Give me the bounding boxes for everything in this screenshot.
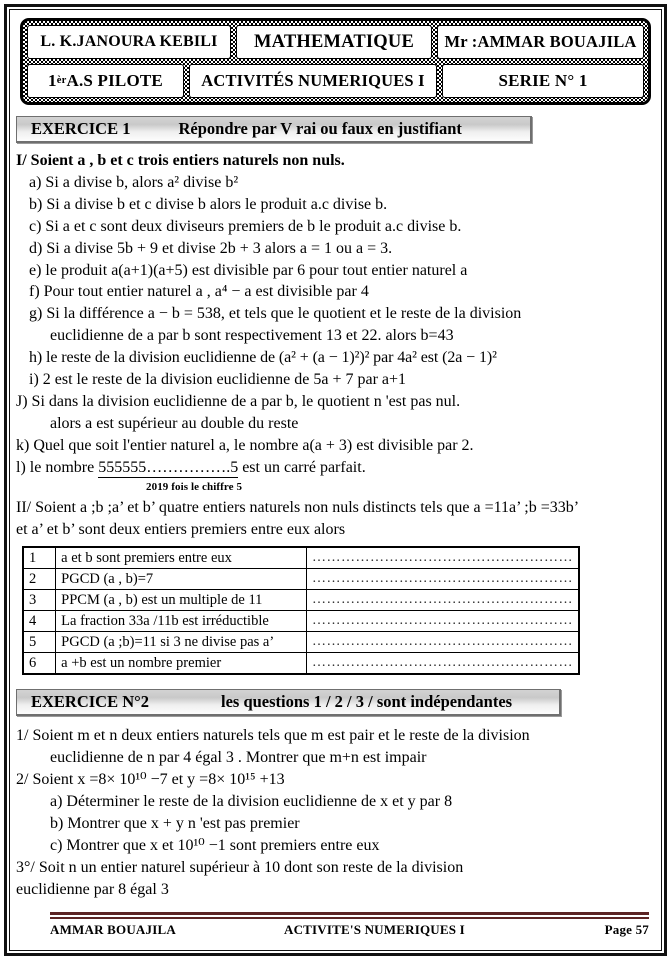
ex2-q3: 3°/ Soit n un entier naturel supérieur à 10 dont son reste de la division — [16, 858, 464, 876]
item-l-number: 555555…………….5 — [98, 458, 239, 476]
ex2-q1-cont: euclidienne de n par 4 égal 3 . Montrer que m+n est impair — [50, 749, 427, 767]
item-e: e) le produit a(a+1)(a+5) est divisible par 6 pour tout entier naturel a — [29, 261, 468, 279]
exercise-1-banner — [16, 116, 532, 143]
item-h: h) le reste de la division euclidienne de (a² + (a − 1)²)² par 4a² est (2a − 1)² — [29, 349, 497, 367]
row-number: 1 — [23, 547, 56, 569]
serie-number-box: SERIE N° 1 — [442, 64, 644, 98]
exercise-1-body — [16, 150, 659, 540]
item-f: f) Pour tout entier naturel a , a⁴ − a est divisible par 4 — [29, 283, 369, 301]
part-2-line-2: et a’ et b’ sont deux entiers premiers entre eux alors — [16, 520, 346, 538]
digit-count-caption: 2019 fois le chiffre 5 — [146, 480, 243, 493]
document-header — [20, 18, 651, 105]
item-c: c) Si a et c sont deux diviseurs premiers de b le produit a.c divise b. — [29, 217, 462, 235]
item-l-suffix: est un carré parfait. — [238, 458, 366, 476]
item-j: J) Si dans la division euclidienne de a par b, le quotient n 'est pas nul. — [16, 392, 461, 410]
exercise-2-instruction: les questions 1 / 2 / 3 / sont indépendantes — [221, 692, 513, 712]
class-level-suffix: A.S PILOTE — [66, 71, 163, 90]
statements-table — [22, 546, 580, 675]
ex2-q2a: a) Déterminer le reste de la division euclidienne de x et y par 8 — [50, 793, 453, 811]
row-statement: PGCD (a , b)=7 — [56, 569, 307, 590]
statements-table-wrap — [22, 546, 580, 675]
row-number: 2 — [23, 569, 56, 590]
row-statement: a et b sont premiers entre eux — [56, 547, 307, 569]
row-number: 4 — [23, 611, 56, 632]
footer-center-title: ACTIVITE'S NUMERIQUES I — [284, 922, 465, 937]
item-k: k) Quel que soit l'entier naturel a, le nombre a(a + 3) est divisible par 2. — [16, 436, 474, 454]
exercise-2-title: EXERCICE N°2 — [31, 692, 149, 712]
row-answer-dots[interactable]: ……………………………………………… — [307, 632, 580, 653]
school-name-box: L. K.JANOURA KEBILI — [27, 25, 231, 59]
footer-row — [50, 922, 649, 938]
footer-author: AMMAR BOUAJILA — [50, 922, 176, 937]
header-row-1 — [27, 25, 644, 59]
row-answer-dots[interactable]: ……………………………………………… — [307, 590, 580, 611]
item-l-prefix: l) le nombre — [16, 458, 99, 476]
subject-box: MATHEMATIQUE — [236, 25, 432, 59]
row-answer-dots[interactable]: ……………………………………………… — [307, 611, 580, 632]
page-footer — [50, 912, 649, 938]
table-row — [23, 611, 579, 632]
row-answer-dots[interactable]: ……………………………………………… — [307, 653, 580, 675]
footer-page-number: Page 57 — [604, 922, 649, 937]
ex2-q2: 2/ Soient x =8× 10¹⁰ −7 et y =8× 10¹⁵ +13 — [16, 771, 285, 789]
row-answer-dots[interactable]: ……………………………………………… — [307, 569, 580, 590]
item-g: g) Si la différence a − b = 538, et tels que le quotient et le reste de la division — [29, 305, 522, 323]
class-level-box: 1 èr A.S PILOTE — [27, 64, 184, 98]
item-g-cont: euclidienne de a par b sont respectivement 13 et 22. alors b=43 — [50, 327, 454, 345]
item-l — [16, 457, 659, 479]
ex2-q1: 1/ Soient m et n deux entiers naturels tels que m est pair et le reste de la division — [16, 727, 530, 745]
part-2-line-1: II/ Soient a ;b ;a’ et b’ quatre entiers naturels non nuls distincts tels que a =11a’ ;b =33b’ — [16, 498, 580, 516]
activity-title-box: ACTIVITÉS NUMERIQUES I — [189, 64, 437, 98]
row-answer-dots[interactable]: ……………………………………………… — [307, 547, 580, 569]
table-row — [23, 569, 579, 590]
ex2-q2b: b) Montrer que x + y n 'est pas premier — [50, 815, 300, 833]
header-row-2 — [27, 64, 644, 98]
table-row — [23, 653, 579, 675]
exercise-1-title: EXERCICE 1 — [31, 119, 131, 138]
row-statement: PGCD (a ;b)=11 si 3 ne divise pas a’ — [56, 632, 307, 653]
row-statement: PPCM (a , b) est un multiple de 11 — [56, 590, 307, 611]
exercise-2-body — [16, 725, 659, 900]
row-number: 3 — [23, 590, 56, 611]
row-statement: a +b est un nombre premier — [56, 653, 307, 675]
item-j-cont: alors a est supérieur au double du reste — [50, 414, 299, 432]
table-row — [23, 547, 579, 569]
page-content — [12, 12, 659, 948]
row-statement: La fraction 33a /11b est irréductible — [56, 611, 307, 632]
ex2-q2c: c) Montrer que x et 10¹⁰ −1 sont premiers entre eux — [50, 837, 380, 854]
exercise-1-instruction: Répondre par V rai ou faux en justifiant — [178, 119, 462, 138]
part-1-intro: I/ Soient a , b et c trois entiers naturels non nuls. — [16, 152, 345, 169]
item-a: a) Si a divise b, alors a² divise b² — [29, 173, 239, 191]
item-d: d) Si a divise 5b + 9 et divise 2b + 3 alors a = 1 ou a = 3. — [29, 239, 393, 257]
teacher-name-box: Mr :AMMAR BOUAJILA — [437, 25, 644, 59]
footer-divider — [50, 912, 649, 919]
class-level-prefix: 1 — [48, 71, 57, 90]
item-b: b) Si a divise b et c divise b alors le produit a.c divise b. — [29, 195, 388, 213]
exercise-2-banner — [16, 689, 561, 716]
table-row — [23, 590, 579, 611]
row-number: 6 — [23, 653, 56, 675]
ex2-q3-cont: euclidienne par 8 égal 3 — [16, 880, 169, 898]
row-number: 5 — [23, 632, 56, 653]
table-row — [23, 632, 579, 653]
item-i: i) 2 est le reste de la division euclidienne de 5a + 7 par a+1 — [29, 371, 407, 389]
